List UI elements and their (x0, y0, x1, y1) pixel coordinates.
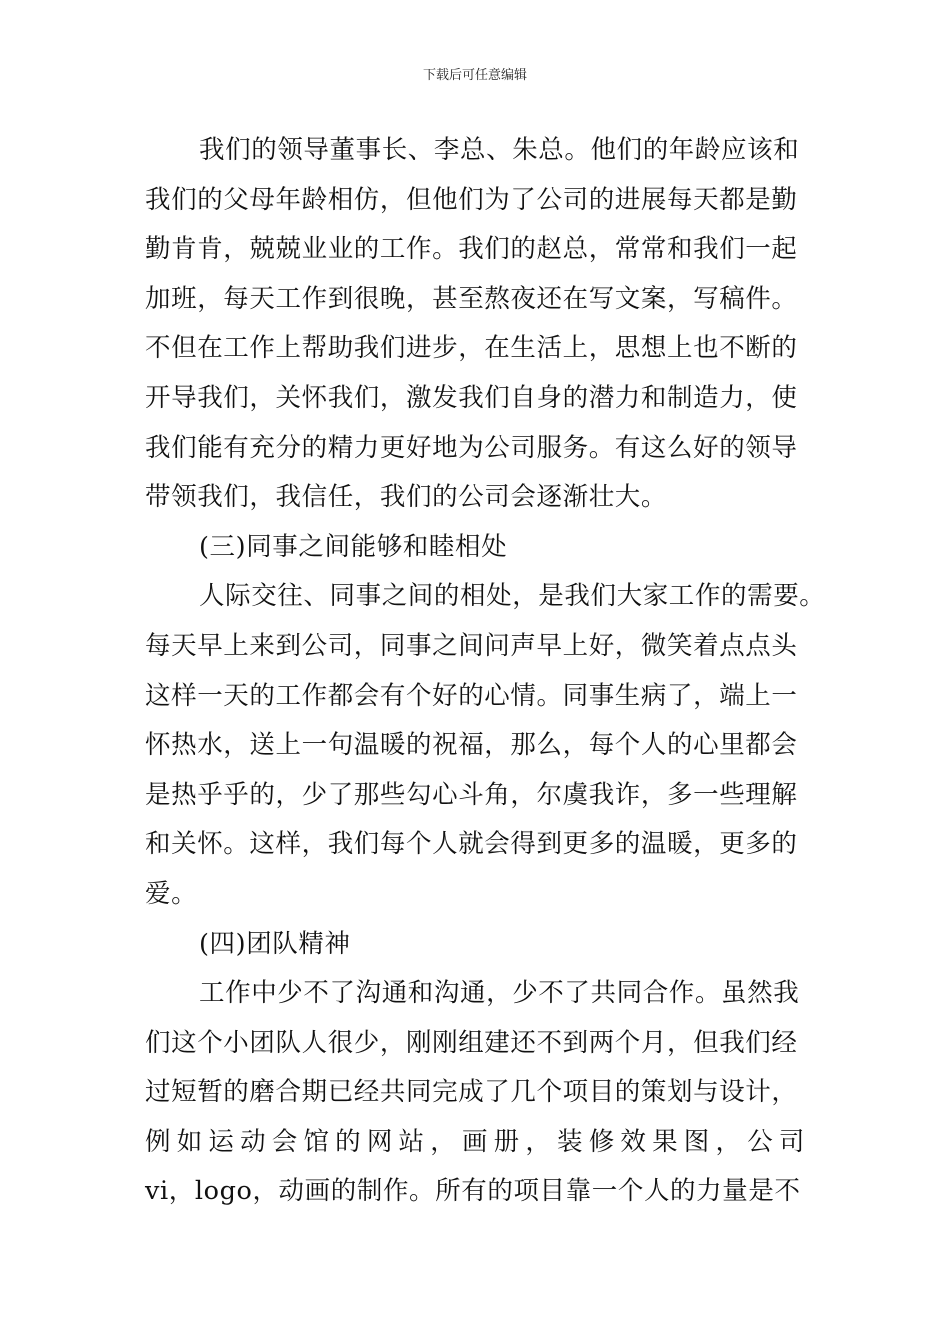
paragraph-line: vi，logo，动画的制作。所有的项目靠一个人的力量是不 (145, 1176, 801, 1207)
paragraph-line: 们这个小团队人很少，刚刚组建还不到两个月，但我们经 (145, 1027, 798, 1058)
paragraph-line: 不但在工作上帮助我们进步，在生活上，思想上也不断的 (145, 333, 798, 364)
paragraph-line: 开导我们，关怀我们，激发我们自身的潜力和制造力，使 (145, 382, 798, 413)
paragraph-line: 是热乎乎的，少了那些勾心斗角，尔虞我诈，多一些理解 (145, 779, 798, 810)
paragraph-line: 我们能有充分的精力更好地为公司服务。有这么好的领导 (145, 432, 798, 463)
paragraph-line: 人际交往、同事之间的相处，是我们大家工作的需要。 (199, 581, 826, 612)
page-header: 下载后可任意编辑 (422, 68, 527, 83)
paragraph-line: 我们的领导董事长、李总、朱总。他们的年龄应该和 (199, 135, 800, 165)
paragraph-line: 我们的父母年龄相仿，但他们为了公司的进展每天都是勤 (145, 184, 798, 215)
paragraph-line: 过短暂的磨合期已经共同完成了几个项目的策划与设计， (145, 1077, 798, 1108)
paragraph-line: 例如运动会馆的网站，画册，装修效果图，公司 (145, 1126, 805, 1157)
paragraph-line: 怀热水，送上一句温暖的祝福，那么，每个人的心里都会 (145, 730, 798, 761)
paragraph-line: 勤肯肯，兢兢业业的工作。我们的赵总，常常和我们一起 (145, 234, 798, 265)
paragraph-line: 和关怀。这样，我们每个人就会得到更多的温暖，更多的 (145, 829, 798, 860)
document-body (145, 126, 826, 1217)
paragraph-line: 带领我们，我信任，我们的公司会逐渐壮大。 (145, 482, 668, 513)
section-heading: (四)团队精神 (199, 928, 351, 959)
paragraph-line: 工作中少不了沟通和沟通，少不了共同合作。虽然我 (199, 978, 800, 1009)
paragraph-line: 加班，每天工作到很晚，甚至熬夜还在写文案，写稿件。 (145, 283, 798, 314)
paragraph-line: 爱。 (145, 878, 198, 909)
paragraph-line: 每天早上来到公司，同事之间问声早上好，微笑着点点头 (145, 630, 798, 661)
paragraph-line: 这样一天的工作都会有个好的心情。同事生病了，端上一 (145, 680, 798, 711)
section-heading: (三)同事之间能够和睦相处 (199, 531, 508, 562)
